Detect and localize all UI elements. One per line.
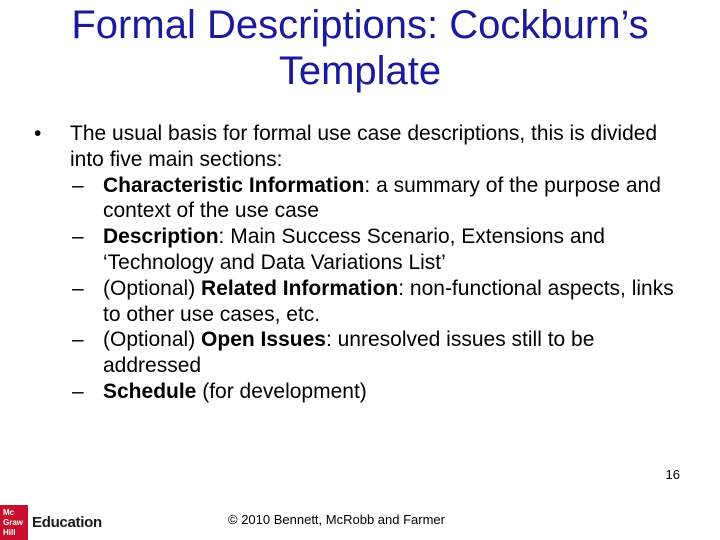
bullet-dot-icon: • (34, 122, 42, 145)
main-bullet-text: The usual basis for formal use case descriptions, this is divided into five main sections: (70, 122, 658, 171)
svg-text:Graw: Graw (3, 518, 24, 527)
slide-body (34, 121, 694, 405)
publisher-logo (0, 505, 110, 540)
main-bullet (34, 121, 694, 173)
sub-bullet-characteristic-information (34, 173, 694, 225)
sub-bullet-term: Description (103, 225, 219, 249)
sub-bullet-text: (for development) (196, 379, 367, 403)
sub-bullet-list (34, 173, 694, 405)
mcgraw-hill-logo-icon (0, 505, 28, 540)
sub-bullet-text: : Main Success Scenario, Extensions and ‘Technology and Data Variations List’ (103, 225, 605, 274)
dash-icon: – (72, 379, 84, 403)
sub-bullet-text: : non-functional aspects, links to other use cases, etc. (103, 276, 674, 326)
sub-bullet-related-information (34, 276, 694, 328)
sub-bullet-schedule (34, 379, 694, 405)
sub-bullet-term: Related Information (201, 276, 399, 300)
copyright-footer: © 2010 Bennett, McRobb and Farmer (228, 512, 445, 527)
sub-bullet-term: Characteristic Information (103, 173, 365, 197)
dash-icon: – (72, 328, 84, 352)
sub-bullet-open-issues (34, 327, 694, 379)
sub-bullet-description (34, 224, 694, 276)
dash-icon: – (72, 276, 84, 300)
logo-education-text: Education (32, 514, 102, 531)
slide-title-line-1: Formal Descriptions: Cockburn’s (71, 3, 649, 47)
sub-bullet-term: Open Issues (201, 328, 326, 352)
sub-bullet-text: : a summary of the purpose and context of the use case (103, 173, 661, 223)
sub-bullet-prefix: (Optional) (103, 276, 202, 300)
sub-bullet-text: : unresolved issues still to be addressed (103, 328, 595, 378)
slide-title-line-2: Template (278, 49, 442, 93)
page-number: 16 (665, 467, 680, 482)
svg-text:Mc: Mc (3, 508, 15, 517)
dash-icon: – (72, 225, 84, 249)
dash-icon: – (72, 173, 84, 197)
sub-bullet-prefix: (Optional) (103, 328, 202, 352)
slide-title (0, 2, 720, 94)
svg-text:Hill: Hill (3, 528, 16, 537)
sub-bullet-term: Schedule (103, 379, 197, 403)
